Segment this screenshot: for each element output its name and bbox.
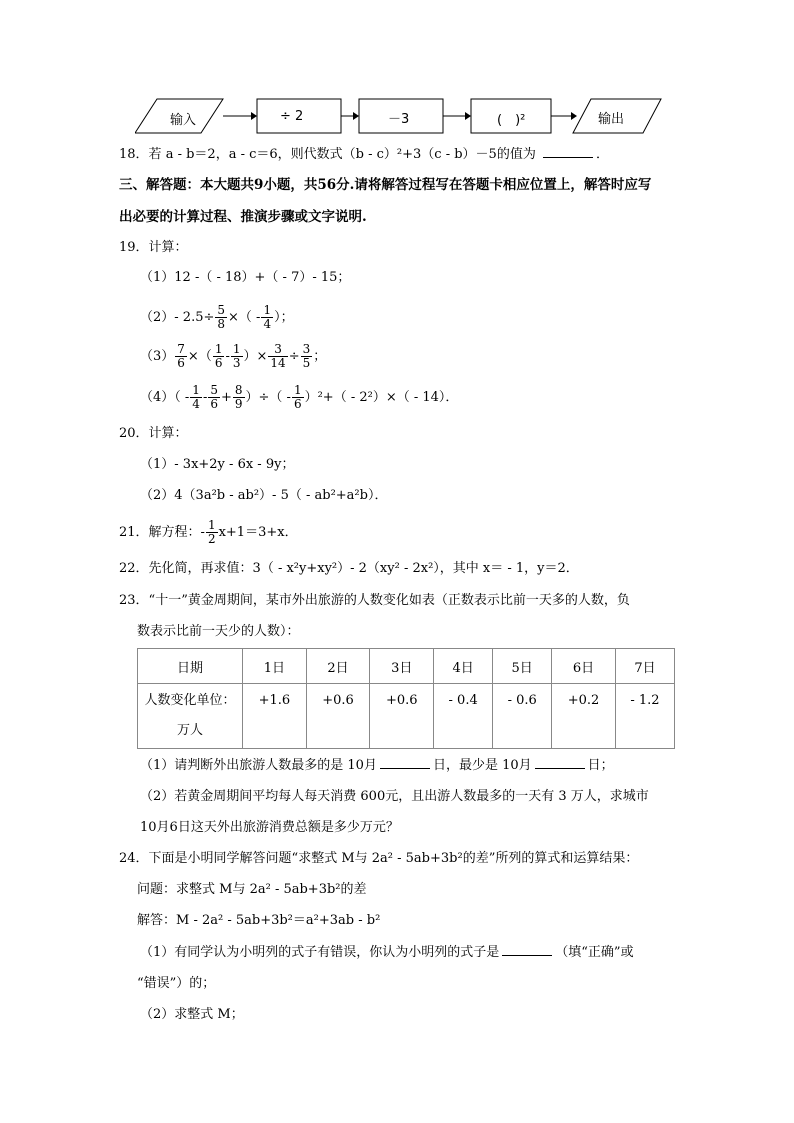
numerator: 1 [263, 303, 272, 317]
fraction-5-6 [208, 384, 220, 411]
table-row-label [138, 684, 243, 749]
denominator: 5 [302, 356, 311, 370]
q23-part-1 [140, 756, 614, 776]
table-header-cell: 6日 [552, 649, 616, 684]
q24-part-1-cont: “错误”）的； [137, 976, 216, 991]
q19-p4-c: ）÷（ - [245, 390, 291, 405]
question-22: 22．先化简，再求值：3（ - x²y+xy²）- 2（xy² - 2x²），其中 x＝ - 1，y＝2． [119, 561, 579, 576]
section-3-header-line-1: 三、解答题：本大题共9小题，共56分.请将解答过程写在答题卡相应位置上，解答时应写 [119, 177, 652, 193]
denominator: 3 [232, 356, 241, 370]
q23-part-2-line-1: （2）若黄金周期间平均每人每天消费 600元，且出游人数最多的一天有 3 万人，求城市 [140, 789, 649, 804]
numerator: 1 [232, 342, 241, 356]
numerator: 5 [217, 303, 226, 317]
table-cell: - 0.6 [493, 684, 552, 749]
denominator: 6 [293, 397, 302, 411]
table-row [138, 684, 675, 749]
denominator: 6 [210, 397, 218, 411]
q18-answer-blank[interactable] [543, 145, 593, 158]
table-header-cell: 日期 [138, 649, 243, 684]
q19-p2-mid: ×（ - [228, 310, 261, 325]
q19-part-4 [140, 383, 458, 413]
table-cell: - 1.2 [615, 684, 674, 749]
q19-p4-pre: （4）（ - [140, 390, 190, 405]
q24-answer-blank[interactable] [502, 943, 552, 956]
question-18 [119, 145, 609, 165]
q23-blank-least[interactable] [535, 756, 585, 769]
denominator: 6 [214, 356, 223, 370]
q19-p4-b: + [220, 390, 232, 405]
numerator: 1 [293, 383, 302, 397]
q23-blank-most[interactable] [380, 756, 430, 769]
table-cell: +0.6 [306, 684, 370, 749]
flowchart-div2-label: ÷ 2 [280, 109, 304, 124]
table-header-cell: 2日 [306, 649, 370, 684]
fraction-1-4 [261, 304, 273, 331]
fraction-1-4-b [190, 384, 202, 411]
flowchart-arrowhead-1 [251, 112, 257, 120]
q23-p1-c: 日； [587, 758, 614, 773]
q24-part-2: （2）求整式 M； [140, 1007, 244, 1022]
fraction-8-9 [233, 384, 245, 411]
denominator: 9 [234, 397, 243, 411]
q19-p2-pre: （2）- 2.5÷ [140, 310, 215, 325]
row-label-line-1: 人数变化单位： [144, 693, 236, 708]
q19-title: 19．计算： [119, 240, 188, 255]
numerator: 1 [214, 342, 223, 356]
flowchart-square-label: ( )² [497, 113, 526, 128]
q19-p3-c: ）× [243, 349, 268, 364]
flowchart-output-label: 输出 [598, 112, 625, 127]
flowchart-minus3-label: －3 [388, 112, 410, 127]
table-header-cell: 7日 [615, 649, 674, 684]
table-header-cell: 3日 [370, 649, 434, 684]
fraction-3-14 [268, 343, 287, 370]
q19-p3-end: ； [313, 349, 327, 364]
numerator: 3 [302, 342, 311, 356]
q24-question: 问题：求整式 M与 2a² - 5ab+3b²的差 [137, 882, 367, 897]
denominator: 6 [177, 356, 185, 370]
table-cell: +0.2 [552, 684, 616, 749]
fraction-3-5 [301, 343, 313, 370]
question-21 [119, 518, 298, 548]
q19-part-3 [140, 342, 326, 372]
q19-p2-end: ）； [274, 310, 294, 325]
q24-p1-b: （填“正确”或 [555, 945, 634, 960]
numerator: 3 [268, 343, 287, 357]
row-label-line-2: 万人 [176, 723, 203, 738]
q24-p1-a: （1）有同学认为小明列的式子有错误，你认为小明列的式子是 [140, 945, 500, 960]
q18-text: a - b＝2，a - c＝6，则代数式（b - c）²+3（c - b）－5的值为 [165, 147, 536, 162]
q19-part-2 [140, 303, 294, 333]
q18-pre: 若 [148, 147, 162, 162]
q19-p4-a: - [202, 390, 208, 405]
fraction-1-6 [213, 343, 225, 370]
fraction-7-6 [175, 343, 187, 370]
q19-p3-d: ÷ [288, 349, 300, 364]
q24-part-1 [140, 943, 634, 963]
q24-line-1: 24．下面是小明同学解答问题“求整式 M与 2a² - 5ab+3b²的差”所列的算式和运算结果： [119, 851, 639, 866]
q18-end: ． [595, 147, 609, 162]
table-cell: - 0.4 [434, 684, 493, 749]
q21-pre: 21．解方程：- [119, 525, 205, 540]
table-cell: +0.6 [370, 684, 434, 749]
table-header-row [138, 649, 675, 684]
q19-p3-a: ×（ [187, 349, 212, 364]
fraction-1-2 [206, 519, 218, 546]
denominator: 2 [207, 532, 216, 546]
flowchart-arrowhead-4 [571, 112, 577, 120]
fraction-1-6-b [292, 384, 304, 411]
q20-part-2: （2）4（3a²b - ab²）- 5（ - ab²+a²b）． [140, 488, 388, 503]
q23-part-2-line-2: 10月6日这天外出旅游消费总额是多少万元？ [140, 820, 399, 835]
q23-line-2: 数表示比前一天少的人数）： [137, 624, 300, 639]
q23-p1-a: （1）请判断外出旅游人数最多的是 10月 [140, 758, 377, 773]
numerator: 1 [192, 383, 200, 397]
table-header-cell: 1日 [243, 649, 307, 684]
flowchart-arrowhead-3 [465, 112, 471, 120]
numerator: 8 [234, 383, 243, 397]
numerator: 1 [207, 518, 216, 532]
q24-answer: 解答：M - 2a² - 5ab+3b²＝a²+3ab - b² [137, 913, 381, 928]
q20-part-1: （1）- 3x+2y - 6x - 9y； [140, 457, 295, 472]
q19-p3-pre: （3） [140, 349, 175, 364]
section-3-header-line-2: 出必要的计算过程、推演步骤或文字说明. [119, 209, 367, 225]
q23-p1-b: 日，最少是 10月 [432, 758, 532, 773]
table-header-cell: 4日 [434, 649, 493, 684]
fraction-5-8 [215, 304, 227, 331]
travel-change-table [137, 648, 675, 749]
table-cell: +1.6 [243, 684, 307, 749]
table-header-cell: 5日 [493, 649, 552, 684]
q19-p3-b: - [225, 349, 230, 364]
numerator: 7 [177, 342, 185, 356]
denominator: 14 [270, 356, 286, 370]
q19-p4-d: ）²+（ - 2²）×（ - 14）． [304, 390, 459, 405]
q20-title: 20．计算： [119, 426, 188, 441]
denominator: 4 [192, 397, 200, 411]
flowchart-arrowhead-2 [353, 112, 359, 120]
fraction-1-3 [231, 343, 243, 370]
denominator: 4 [263, 317, 272, 331]
q23-line-1: 23．“十一”黄金周期间，某市外出旅游的人数变化如表（正数表示比前一天多的人数，负 [119, 593, 630, 608]
q18-number: 18． [119, 147, 149, 162]
q19-part-1: （1）12 -（ - 18）+（ - 7）- 15； [140, 270, 351, 285]
flowchart-input-label: 输入 [170, 113, 197, 128]
denominator: 8 [217, 317, 226, 331]
numerator: 5 [210, 383, 218, 397]
q21-post: x+1＝3+x． [218, 525, 298, 540]
